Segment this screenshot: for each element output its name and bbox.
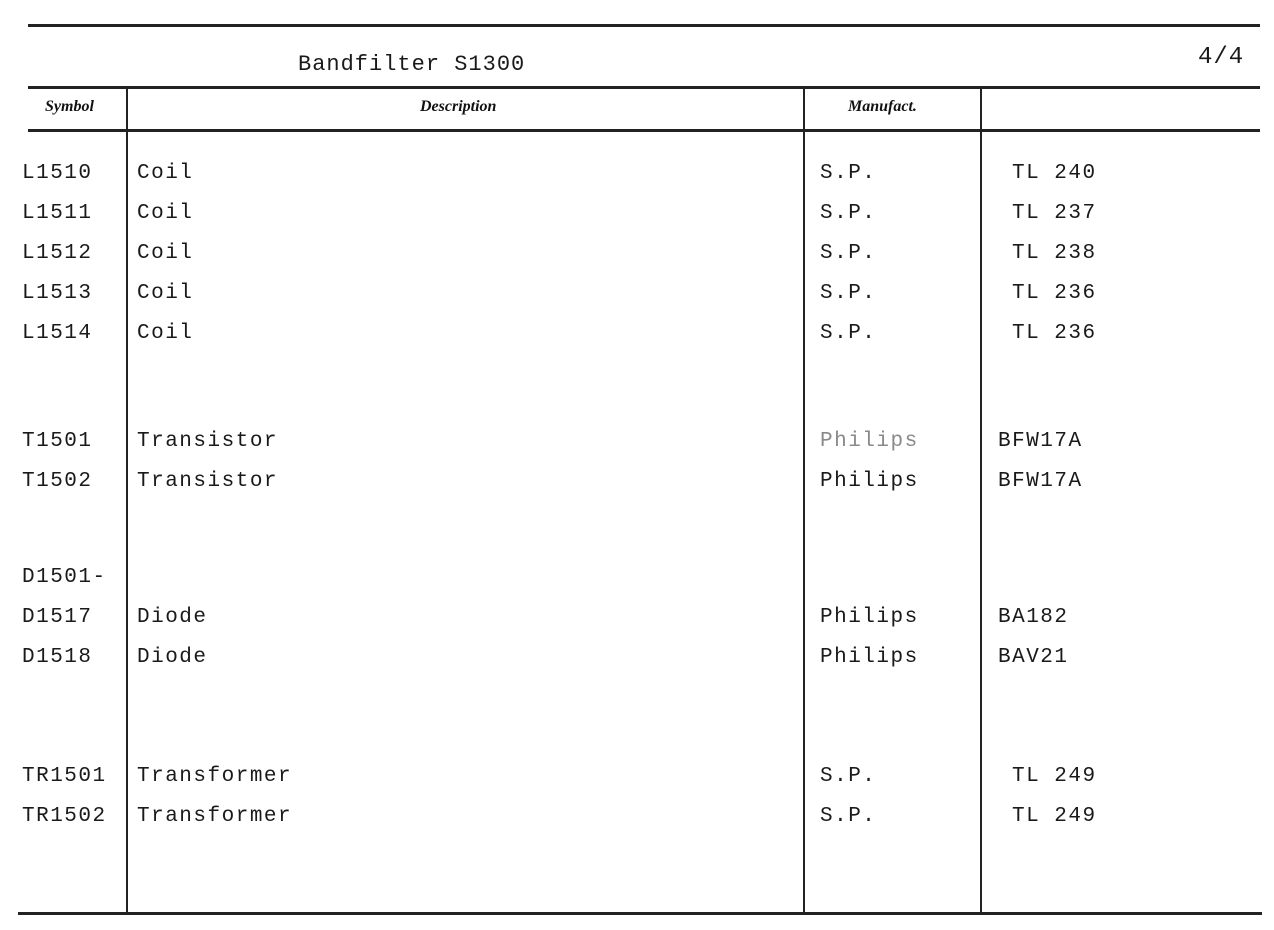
symbol-cell: TR1501: [22, 765, 107, 788]
type-cell: BFW17A: [998, 430, 1083, 453]
symbol-cell: T1501: [22, 430, 93, 453]
symbol-cell: L1514: [22, 322, 93, 345]
symbol-cell: D1501-: [22, 566, 107, 589]
bottom-rule: [18, 912, 1262, 915]
table-row: [0, 282, 1274, 322]
symbol-cell: D1517: [22, 606, 93, 629]
description-cell: Transformer: [137, 805, 293, 828]
column-header-symbol: Symbol: [45, 98, 94, 115]
title-rule: [28, 86, 1260, 89]
symbol-cell: D1518: [22, 646, 93, 669]
manufacturer-cell: S.P.: [820, 162, 877, 185]
description-cell: Coil: [137, 322, 194, 345]
description-cell: Transistor: [137, 430, 279, 453]
manufacturer-cell: S.P.: [820, 805, 877, 828]
top-rule: [28, 24, 1260, 27]
description-cell: Transformer: [137, 765, 293, 788]
document-title: Bandfilter S1300: [298, 52, 526, 77]
manufacturer-cell: Philips: [820, 430, 919, 453]
manufacturer-cell: Philips: [820, 470, 919, 493]
type-cell: TL 238: [1012, 242, 1097, 265]
table-row: [0, 765, 1274, 805]
description-cell: Coil: [137, 202, 194, 225]
table-row: [0, 606, 1274, 646]
description-cell: Coil: [137, 242, 194, 265]
type-cell: BAV21: [998, 646, 1069, 669]
manufacturer-cell: S.P.: [820, 202, 877, 225]
manufacturer-cell: S.P.: [820, 282, 877, 305]
table-row: [0, 162, 1274, 202]
table-row: [0, 470, 1274, 510]
description-cell: Diode: [137, 646, 208, 669]
table-row: [0, 430, 1274, 470]
table-row: [0, 646, 1274, 686]
manufacturer-cell: Philips: [820, 646, 919, 669]
header-rule: [28, 129, 1260, 132]
description-cell: Coil: [137, 162, 194, 185]
manufacturer-cell: S.P.: [820, 322, 877, 345]
page-number: 4/4: [1198, 44, 1245, 71]
column-header-manufacturer: Manufact.: [848, 98, 917, 115]
type-cell: TL 236: [1012, 282, 1097, 305]
manufacturer-cell: S.P.: [820, 765, 877, 788]
table-row: [0, 805, 1274, 845]
table-row: [0, 202, 1274, 242]
type-cell: TL 237: [1012, 202, 1097, 225]
symbol-cell: L1513: [22, 282, 93, 305]
table-row: [0, 322, 1274, 362]
manufacturer-cell: S.P.: [820, 242, 877, 265]
type-cell: TL 249: [1012, 765, 1097, 788]
type-cell: BA182: [998, 606, 1069, 629]
symbol-cell: L1511: [22, 202, 93, 225]
type-cell: TL 249: [1012, 805, 1097, 828]
type-cell: TL 236: [1012, 322, 1097, 345]
symbol-cell: L1510: [22, 162, 93, 185]
symbol-cell: L1512: [22, 242, 93, 265]
description-cell: Transistor: [137, 470, 279, 493]
column-header-description: Description: [420, 98, 497, 115]
type-cell: TL 240: [1012, 162, 1097, 185]
description-cell: Diode: [137, 606, 208, 629]
type-cell: BFW17A: [998, 470, 1083, 493]
table-row: [0, 242, 1274, 282]
manufacturer-cell: Philips: [820, 606, 919, 629]
symbol-cell: T1502: [22, 470, 93, 493]
table-row: [0, 566, 1274, 606]
description-cell: Coil: [137, 282, 194, 305]
symbol-cell: TR1502: [22, 805, 107, 828]
